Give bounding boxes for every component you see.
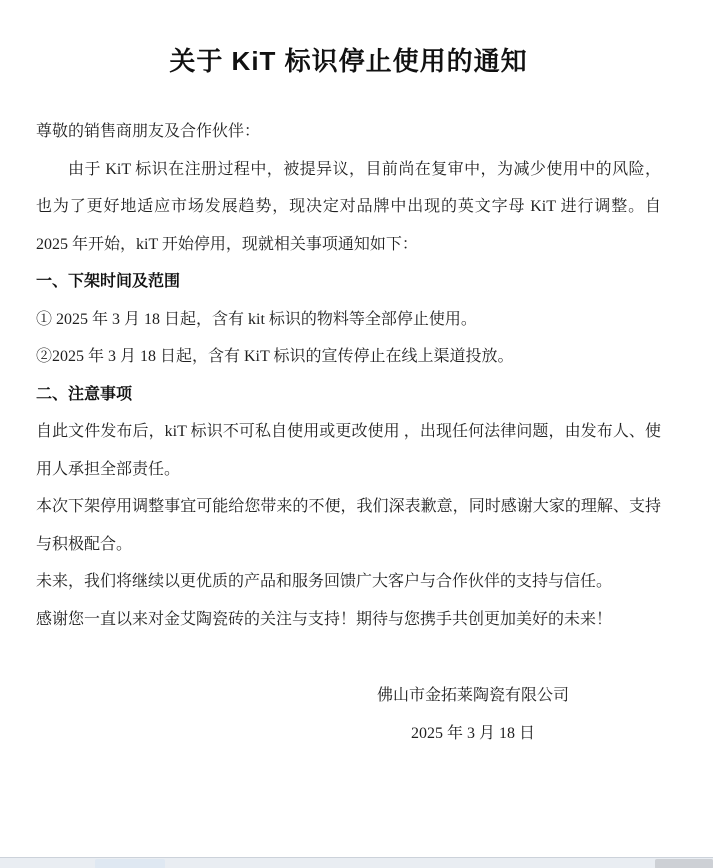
section1-item-2: ②2025 年 3 月 18 日起，含有 KiT 标识的宣传停止在线上渠道投放。 — [36, 348, 514, 365]
section2-paragraph-1: 自此文件发布后，kiT 标识不可私自使用或更改使用 ，出现任何法律问题，由发布人、使用人承担全部责任。 — [36, 423, 661, 478]
horizontal-scrollbar-thumb-right[interactable] — [655, 859, 713, 868]
greeting-line: 尊敬的销售商朋友及合作伙伴： — [36, 123, 261, 140]
section2-paragraph-4: 感谢您一直以来对金艾陶瓷砖的关注与支持！期待与您携手共创更加美好的未来！ — [36, 610, 613, 628]
section2-heading: 二、注意事项 — [36, 385, 133, 403]
document-title: 关于 KiT 标识停止使用的通知 — [169, 46, 528, 76]
section1-item-1: ① 2025 年 3 月 18 日起，含有 kit 标识的物料等全部停止使用。 — [36, 310, 477, 328]
signature-block — [373, 677, 573, 752]
horizontal-scrollbar-track[interactable] — [0, 857, 713, 868]
section2-paragraph-3: 未来，我们将继续以更优质的产品和服务回馈广大客户与合作伙伴的支持与信任。 — [36, 573, 613, 590]
section2-paragraph-2: 本次下架停用调整事宜可能给您带来的不便，我们深表歉意，同时感谢大家的理解、支持与积极配合。 — [36, 498, 661, 553]
section1-heading: 一、下架时间及范围 — [36, 273, 181, 290]
signature-date: 2025 年 3 月 18 日 — [410, 724, 535, 742]
signature-company: 佛山市金拓莱陶瓷有限公司 — [376, 687, 569, 704]
horizontal-scrollbar-thumb-left[interactable] — [95, 859, 165, 868]
intro-paragraph: 由于 KiT 标识在注册过程中，被提异议，目前尚在复审中，为减少使用中的风险，也为了更好地适应市场发展趋势，现决定对品牌中出现的英文字母 KiT 进行调整。自 2025 年开始，kiT 开始停用，现就相关事项通知如下： — [36, 160, 661, 253]
